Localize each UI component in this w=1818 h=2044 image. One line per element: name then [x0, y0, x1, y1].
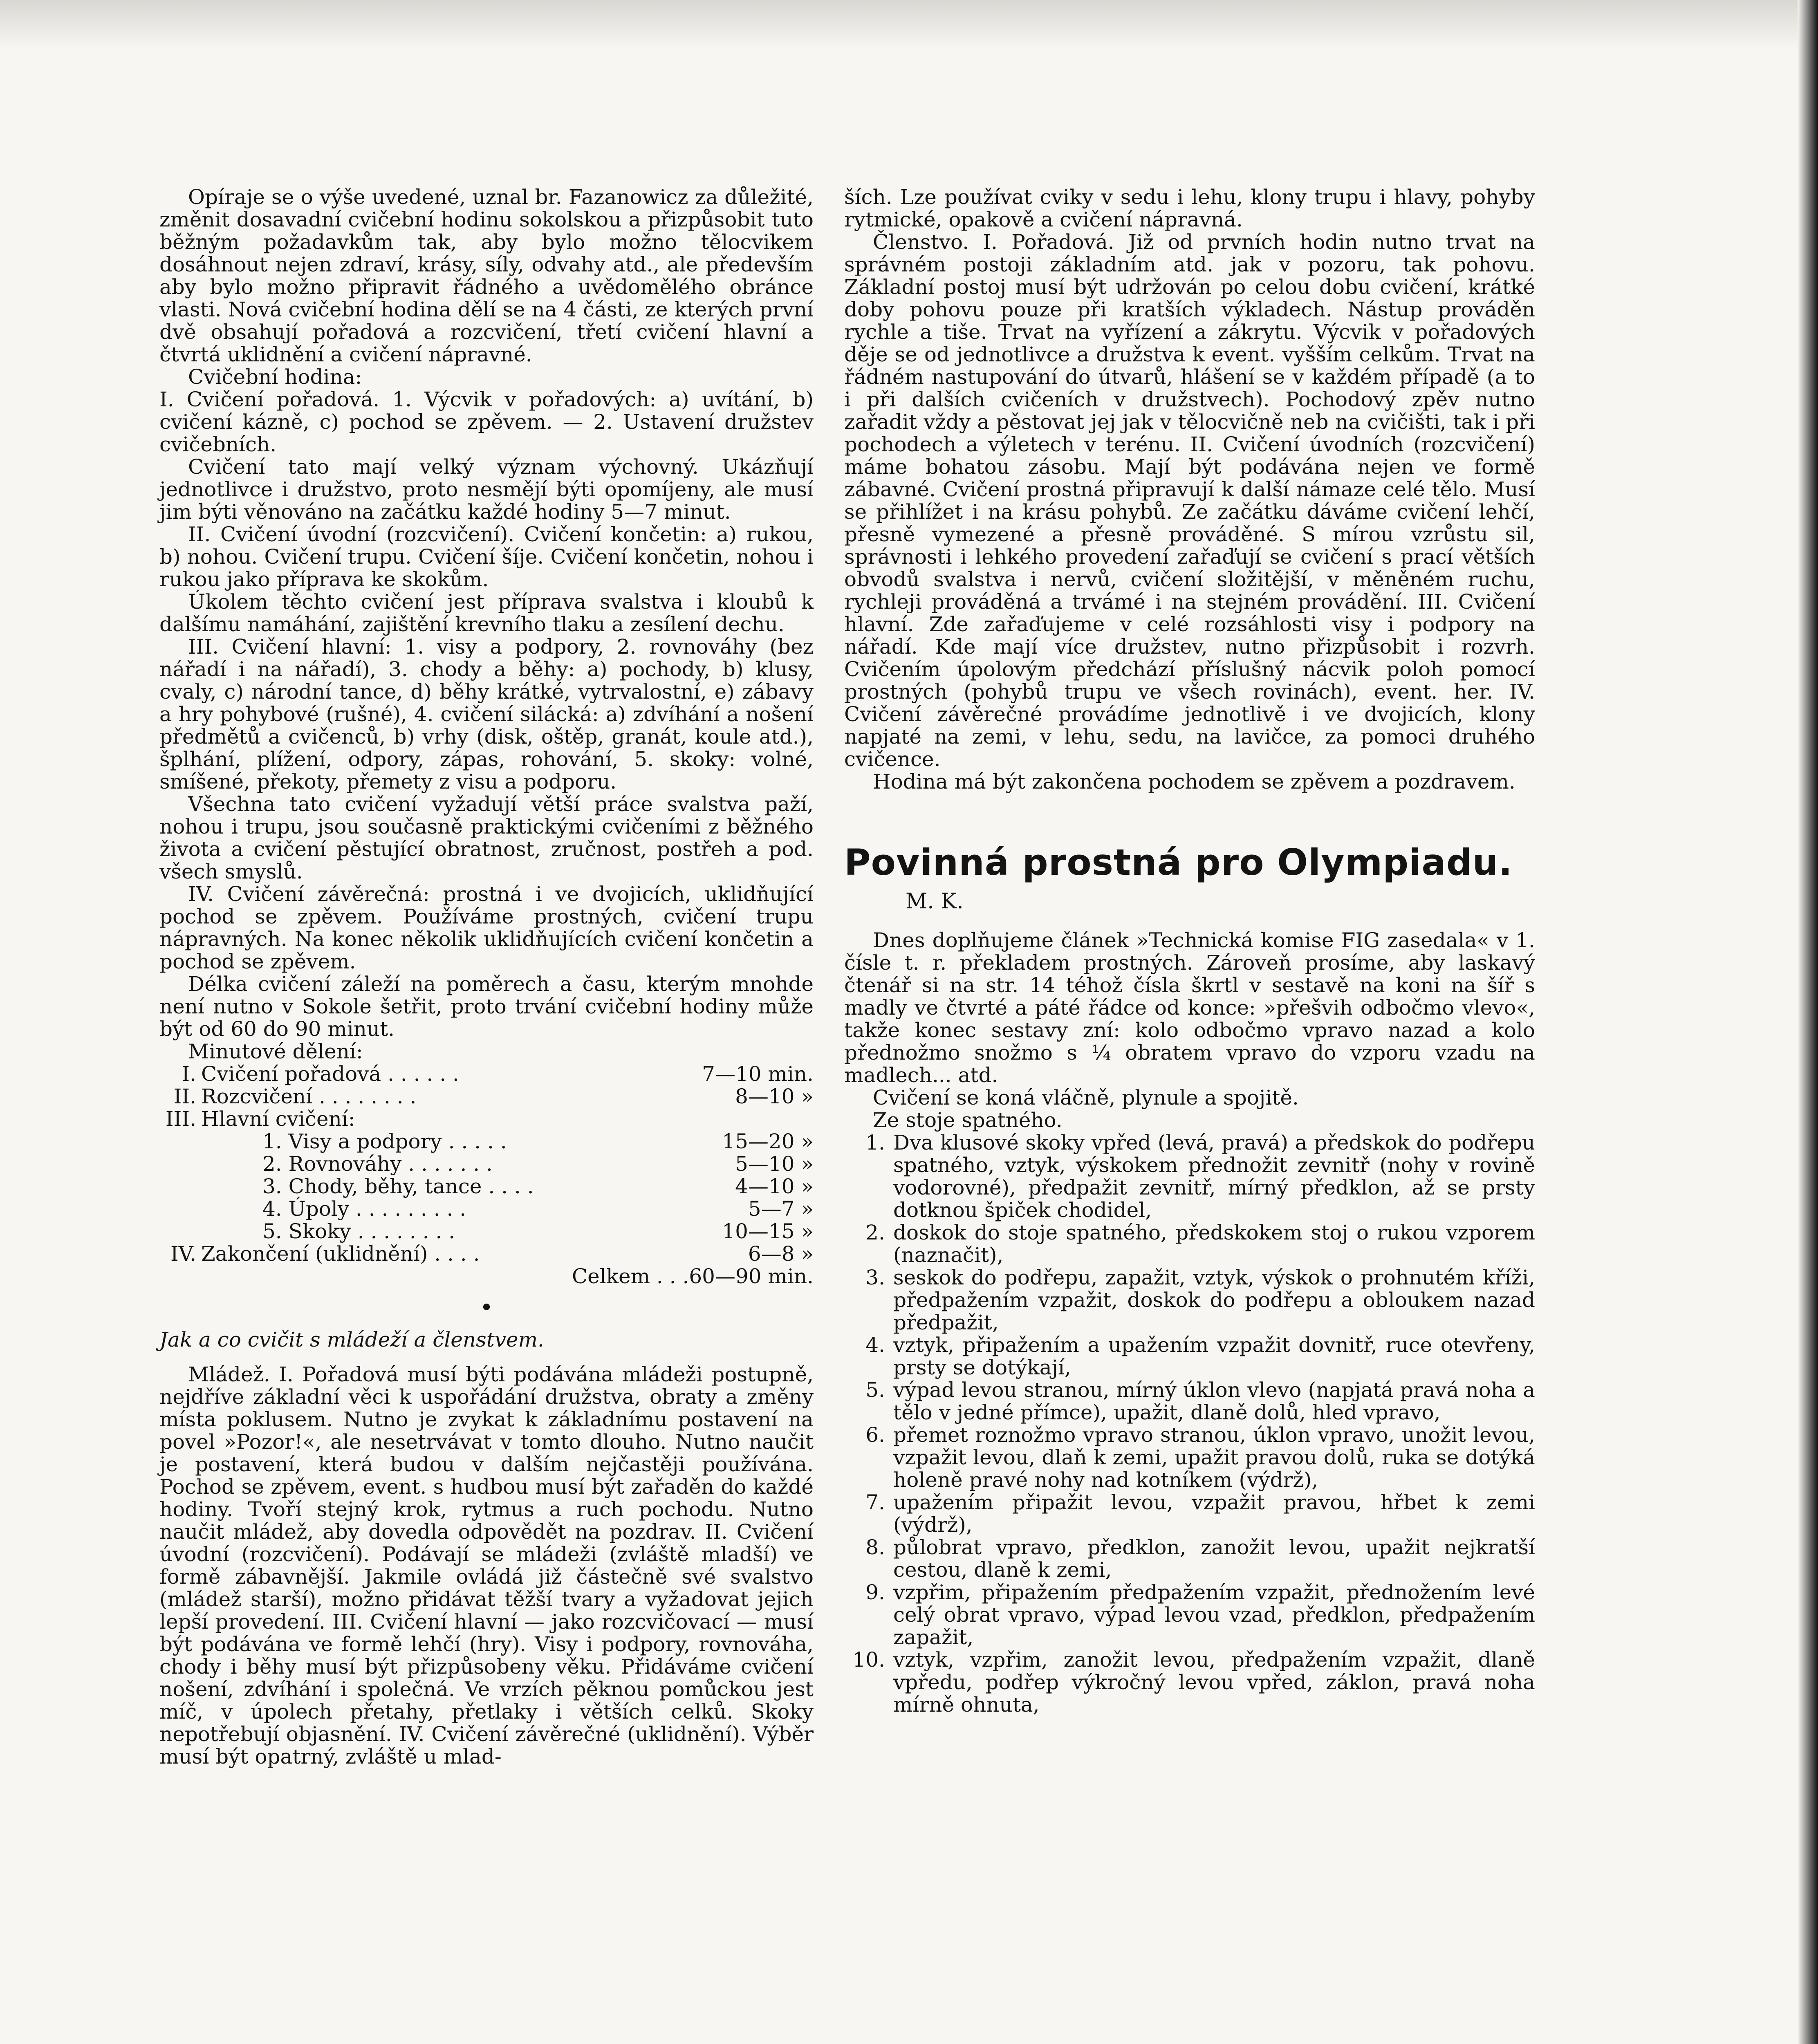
table-cell: 5. Skoky . . . . . . . .	[262, 1219, 455, 1243]
paragraph: II. Cvičení úvodní (rozcvičení). Cvičení končetin: a) rukou, b) nohou. Cvičení trupu. Cvičení šíje. Cvičení končetin, nohou i rukou jako příprava ke skokům.	[159, 522, 814, 591]
exercise-list	[844, 1132, 1535, 1716]
table-row	[159, 1153, 814, 1175]
table-cell: 15—20 »	[722, 1130, 814, 1153]
paragraph: Opíraje se o výše uvedené, uznal br. Fazanowicz za důležité, změnit dosavadní cvičební hodinu sokolskou a přizpůsobit tuto běžným požadavkům tak, aby bylo možno tělocvikem dosáhnout nejen zdraví, krásy, síly, odvahy atd., ale především aby bylo možno připravit řádného a uvědomělého obránce vlasti. Nová cvičební hodina dělí se na 4 části, ze kterých první dvě obsahují pořadová a rozcvičení, třetí cvičení hlavní a čtvrtá uklidnění a cvičení nápravné.	[159, 185, 814, 366]
list-item: 3. seskok do podřepu, zapažit, vztyk, výskok o prohnutém kříži, předpažením vzpažit, doskok do podřepu a obloukem nazad předpažit,	[865, 1266, 1535, 1334]
separator-bullet: •	[480, 1295, 493, 1321]
list-item: 8. půlobrat vpravo, předklon, zanožit levou, upažit nejkratší cestou, dlaně k zemi,	[865, 1535, 1535, 1582]
minutes-table	[159, 1063, 814, 1288]
paragraph: Cvičení tato mají velký význam výchovný. Ukázňují jednotlivce i družstvo, proto nesmějí býti opomíjeny, ale musí jim býti věnováno na začátku každé hodiny 5—7 minut.	[159, 455, 814, 524]
table-row	[159, 1130, 814, 1153]
table-cell: 4—10 »	[735, 1174, 814, 1198]
paragraph: I. Cvičení pořadová. 1. Výcvik v pořadových: a) uvítání, b) cvičení kázně, c) pochod se zpěvem. — 2. Ustavení družstev cvičebních.	[159, 388, 814, 456]
table-row	[159, 1198, 814, 1220]
list-item: 9. vzpřim, připažením předpažením vzpažit, přednožením levé celý obrat vpravo, výpad levou vzad, předklon, předpažením zapažit,	[865, 1580, 1535, 1649]
table-cell: 10—15 »	[722, 1219, 814, 1243]
table-row-total	[159, 1265, 814, 1288]
table-cell	[689, 1108, 814, 1130]
left-column	[159, 186, 814, 1768]
author-initials: M. K.	[906, 889, 964, 914]
table-row	[159, 1108, 814, 1130]
table-cell: 8—10 »	[735, 1085, 814, 1108]
table-cell: 6—8 »	[748, 1242, 814, 1266]
scan-shadow-top	[0, 0, 1818, 49]
table-cell: I.	[182, 1062, 196, 1086]
table-row	[159, 1175, 814, 1198]
list-item: 4. vztyk, připažením a upažením vzpažit dovnitř, ruce otevřeny, prsty se dotýkají,	[865, 1333, 1535, 1379]
paragraph: Cvičební hodina:	[188, 365, 362, 389]
table-row	[159, 1085, 814, 1108]
section-subheading: Jak a co cvičit s mládeží a členstvem.	[159, 1328, 544, 1351]
table-cell: 7—10 min.	[702, 1062, 814, 1086]
list-item: 1. Dva klusové skoky vpřed (levá, pravá) a předskok do podřepu spatného, vztyk, výskokem přednožit zevnitř (nohy v rovině vodorovné), předpažit zevnitř, mírný předklon, až se prsty dotknou špiček chodidel,	[865, 1131, 1535, 1222]
table-row	[159, 1243, 814, 1265]
table-cell: 1. Visy a podpory . . . . .	[262, 1130, 507, 1153]
minutes-title: Minutové dělení:	[188, 1040, 363, 1063]
table-cell: Cvičení pořadová . . . . . .	[201, 1062, 459, 1086]
paragraph: Cvičení se koná vláčně, plynule a spojitě.	[873, 1086, 1299, 1109]
list-item: 6. přemet roznožmo vpravo stranou, úklon vpravo, unožit levou, vzpažit levou, dlaň k zemi, upažit pravou dolů, ruka se dotýká holeně pravé nohy nad kotníkem (výdrž),	[865, 1423, 1535, 1492]
total-label: Celkem . . .	[572, 1264, 689, 1288]
paragraph: Délka cvičení záleží na poměrech a času, kterým mnohde není nutno v Sokole šetřit, proto trvání cvičební hodiny může být od 60 do 90 minut.	[159, 972, 814, 1041]
list-item: 2. doskok do stoje spatného, předskokem stoj o rukou vzporem (naznačit),	[865, 1221, 1535, 1267]
table-cell: Rozcvičení . . . . . . . .	[201, 1085, 417, 1108]
paragraph: Hodina má být zakončena pochodem se zpěvem a pozdravem.	[873, 770, 1515, 793]
list-item: 5. výpad levou stranou, mírný úklon vlevo (napjatá pravá noha a tělo v jedné přímce), upažit, dlaně dolů, hled vpravo,	[865, 1378, 1535, 1424]
paragraph: III. Cvičení hlavní: 1. visy a podpory, 2. rovnováhy (bez nářadí i na nářadí), 3. chody a běhy: a) pochody, b) klusy, cvaly, c) národní tance, d) běhy krátké, vytrvalostní, e) zábavy a hry pohybové (rušné), 4. cvičení silácká: a) zdvíhání a nošení předmětů a cvičenců, b) vrhy (disk, oštěp, granát, koule atd.), šplhání, plížení, odpory, zápas, rohování, 5. skoky: volné, smíšené, překoty, přemety z visu a podporu.	[159, 635, 814, 793]
article-heading: Povinná prostná pro Olympiadu.	[844, 841, 1513, 883]
table-cell: 5—10 »	[735, 1152, 814, 1176]
table-cell: Hlavní cvičení:	[201, 1107, 355, 1131]
paragraph: Členstvo. I. Pořadová. Již od prvních hodin nutno trvat na správném postoji základním atd. jak v pozoru, tak pohovu. Základní postoj musí být udržován po celou dobu cvičení, krátké doby pohovu pouze při kratších výkladech. Nástup prováděn rychle a tiše. Trvat na vyřízení a zákrytu. Výcvik v pořadových děje se od jednotlivce a družstva k event. vyšším celkům. Trvat na řádném nastupování do útvarů, hlášení se v každém případě (a to i při dalších cvičeních v družstvech). Pochodový zpěv nutno zařadit vždy a pěstovat jej jak v tělocvičně neb na cvičišti, tak i při pochodech a výletech v terénu. II. Cvičení úvodních (rozcvičení) máme bohatou zásobu. Mají být podávána nejen ve formě zábavné. Cvičení prostná připravují k další námaze celé tělo. Musí se přihlížet i na krásu pohybů. Ze začátku dáváme cvičení lehčí, přesně vymezené a přesně prováděné. S mírou vzrůstu sil, správnosti i lehkého provedení zařaďují se cvičení s prací větších obvodů svalstva i nervů, cvičení složitější, v měněném ruchu, rychleji prováděná a trvámé i na stejném provádění. III. Cvičení hlavní. Zde zařaďujeme v celé rozsáhlosti visy i podpory na nářadí. Kde mají více družstev, nutno přizpůsobit i rozvrh. Cvičením úpolovým předchází příslušný nácvik poloh pomocí prostných (pohybů trupu ve všech rovinách), event. her. IV. Cvičení závěrečné provádíme jednotlivě i ve dvojicích, klony napjaté na zemi, v lehu, sedu, na lavičce, za pomoci druhého cvičence.	[844, 230, 1535, 771]
table-cell: II.	[173, 1085, 196, 1108]
paragraph: IV. Cvičení závěrečná: prostná i ve dvojicích, uklidňující pochod se zpěvem. Používáme prostných, cvičení trupu nápravných. Na konec několik uklidňujících cvičení končetin a pochod se zpěvem.	[159, 882, 814, 973]
list-item: 10. vztyk, vzpřim, zanožit levou, předpažením vzpažit, dlaně vpředu, podřep výkročný levou vpřed, záklon, pravá noha mírně ohnuta,	[852, 1648, 1535, 1717]
table-cell: 5—7 »	[748, 1197, 814, 1221]
list-item: 7. upažením připažit levou, vzpažit pravou, hřbet k zemi (výdrž),	[865, 1490, 1535, 1537]
total-value: 60—90 min.	[689, 1264, 814, 1288]
scan-shadow-right	[1798, 0, 1818, 2044]
table-cell: 2. Rovnováhy . . . . . . .	[262, 1152, 493, 1176]
table-cell: Zakončení (uklidnění) . . . .	[201, 1242, 480, 1266]
table-row	[159, 1220, 814, 1243]
paragraph: Mládež. I. Pořadová musí býti podávána mládeži postupně, nejdříve základní věci k uspořádání družstva, obraty a změny místa poklusem. Nutno je zvykat k základnímu postavení na povel »Pozor!«, ale nesetrvávat v tomto dlouho. Nutno naučit je postavení, která budou v dalším nejčastěji používána. Pochod se zpěvem, event. s hudbou musí být zařaděn do každé hodiny. Tvoří stejný krok, rytmus a ruch pochodu. Nutno naučit mládež, aby dovedla odpovědět na pozdrav. II. Cvičení úvodní (rozcvičení). Podávají se mládeži (zvláště mladší) ve formě zábavnější. Jakmile ovládá již částečně své svalstvo (mládež starší), možno přidávat těžší tvary a vyžadovat jejich lepší provedení. III. Cvičení hlavní — jako rozcvičovací — musí být podávána ve formě lehčí (hry). Visy i podpory, rovnováha, chody i běhy musí být přizpůsobeny věku. Přidáváme cvičení nošení, zdvíhání i společná. Ve vrzích pěknou pomůckou jest míč, v úpolech přetahy, přetlaky i větších celků. Skoky nepotřebují objasnění. IV. Cvičení závěrečné (uklidnění). Výběr musí být opatrný, zvláště u mlad-	[159, 1363, 814, 1768]
table-cell: 3. Chody, běhy, tance . . . .	[262, 1174, 534, 1198]
table-cell: IV.	[170, 1242, 196, 1266]
paragraph: Dnes doplňujeme článek »Technická komise FIG zasedala« v 1. čísle t. r. překladem prostných. Zároveň prosíme, aby laskavý čtenář si na str. 14 téhož čísla škrtl v sestavě na koni na šíř s madly ve čtvrté a páté řádce od konce: »přešvih odbočmo vlevo«, takže konec sestavy zní: kolo odbočmo vpravo nazad a kolo přednožmo snožmo s ¼ obratem vpravo do vzporu vzadu na madlech... atd.	[844, 928, 1535, 1087]
paragraph: Všechna tato cvičení vyžadují větší práce svalstva paží, nohou i trupu, jsou současně praktickými cvičeními z běžného života a cvičení pěstující obratnost, zručnost, postřeh a pod. všech smyslů.	[159, 792, 814, 883]
table-row	[159, 1063, 814, 1085]
table-cell: 4. Úpoly . . . . . . . . .	[262, 1197, 466, 1221]
table-cell: III.	[165, 1107, 196, 1131]
right-column	[844, 186, 1535, 1716]
paragraph: Ze stoje spatného.	[873, 1108, 1063, 1132]
paragraph: ších. Lze používat cviky v sedu i lehu, klony trupu i hlavy, pohyby rytmické, opakově a cvičení nápravná.	[844, 185, 1535, 231]
paragraph: Úkolem těchto cvičení jest příprava svalstva i kloubů k dalšímu namáhání, zajištění krevního tlaku a zesílení dechu.	[159, 590, 814, 636]
